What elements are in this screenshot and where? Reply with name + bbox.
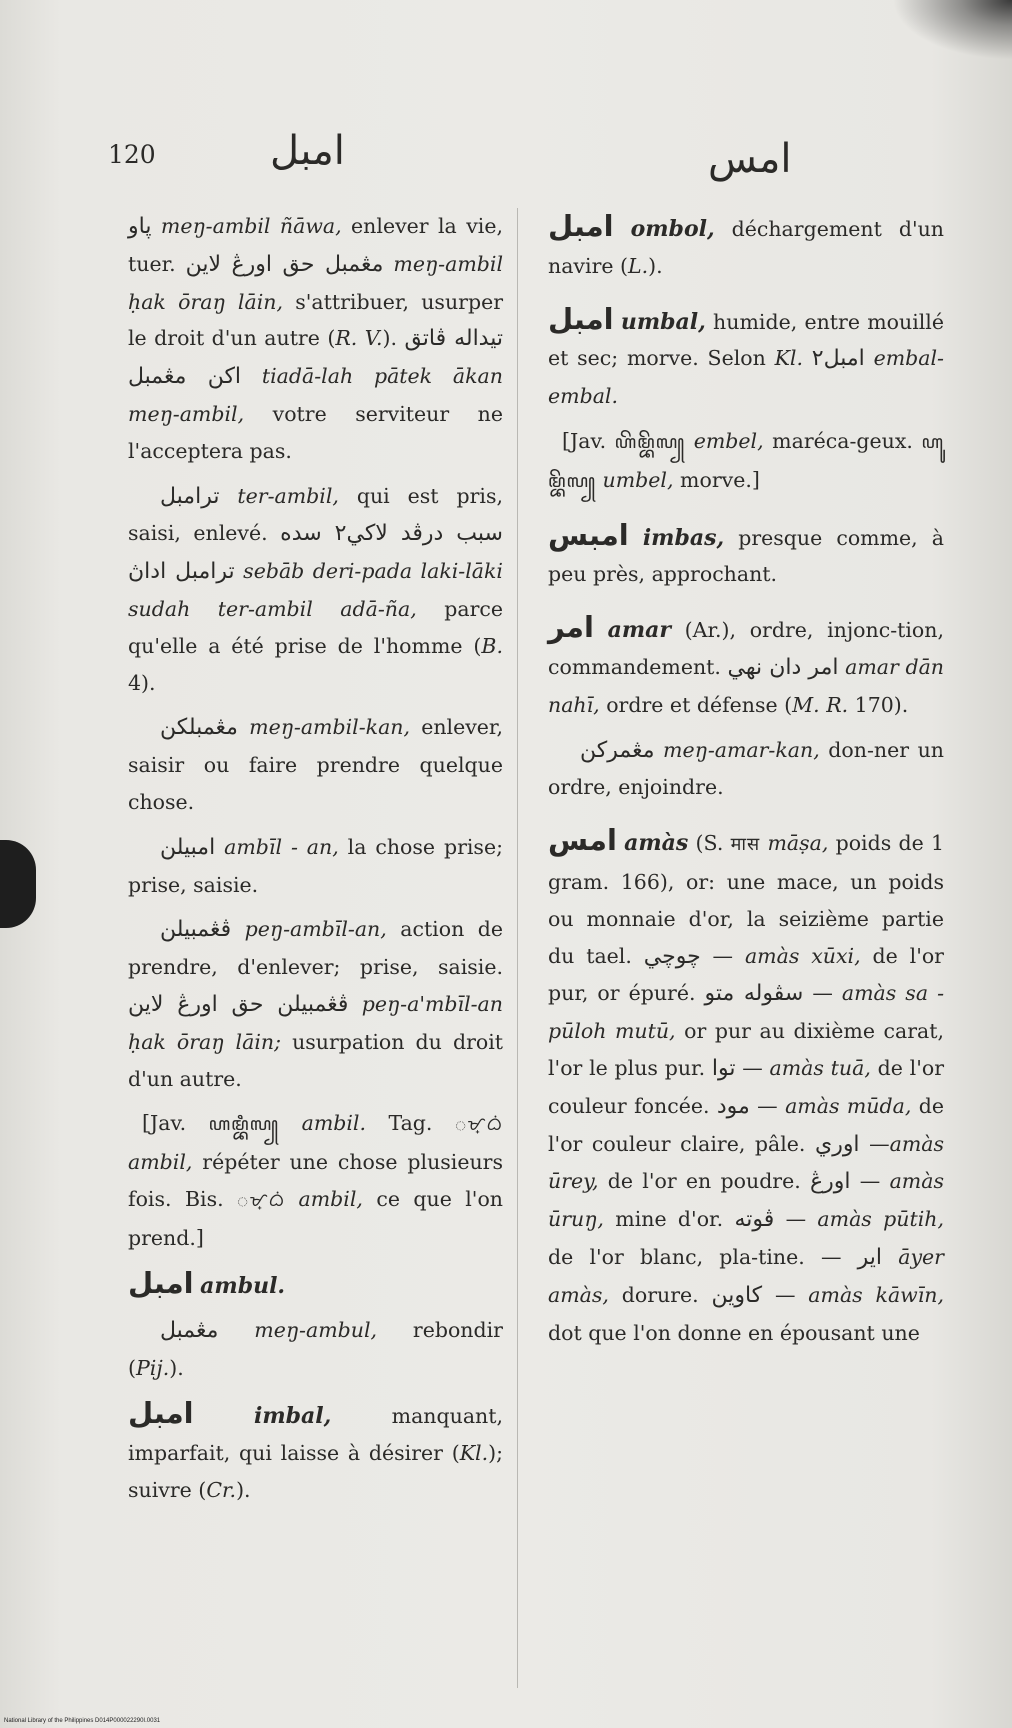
note-text: Tag. xyxy=(366,1111,455,1136)
headword-entry xyxy=(128,1395,503,1508)
citation: Cr. xyxy=(206,1477,237,1502)
headword-arabic: امبل xyxy=(548,301,614,336)
romanization: amar dān nahī, xyxy=(548,654,944,717)
citation: B. xyxy=(481,633,503,658)
definition: ); suivre ( xyxy=(128,1440,503,1502)
headword: imbal, xyxy=(253,1402,332,1429)
definition: la chose prise; prise, saisie. xyxy=(128,834,503,897)
inline-text: de l'or couleur claire, pâle. xyxy=(548,1093,944,1156)
entry-paragraph xyxy=(548,732,944,807)
romanization: peŋ-a'mbīl-an ḥak ōraŋ lāin; xyxy=(128,991,503,1054)
arabic-text: سڤوله متو xyxy=(704,981,804,1007)
definition: déchargement d'un navire ( xyxy=(548,217,944,278)
arabic-text: اورڠ xyxy=(810,1169,851,1195)
arabic-text: ڤڠمبيلن حق اورڠ لاين xyxy=(128,991,349,1017)
citation: Kl. xyxy=(774,346,803,371)
definition: (Ar.), ordre, injonc-tion, commandement. xyxy=(548,618,944,679)
headword: ambul. xyxy=(200,1272,286,1299)
headword-arabic: امبل xyxy=(128,1395,194,1430)
citation: Kl. xyxy=(459,1440,489,1465)
headword-arabic: امبل xyxy=(548,209,614,243)
inline-text: de l'or en poudre. xyxy=(598,1169,811,1194)
devanagari-script: मास xyxy=(730,834,761,856)
romanization: ambīl - an, xyxy=(224,834,339,859)
bisaya-script: ᜀᜋ᜔ᜊᜒ xyxy=(237,1189,286,1211)
arabic-text: مڠمبل xyxy=(160,1318,219,1344)
citation: L. xyxy=(628,253,649,278)
headword: amàs xyxy=(624,830,689,857)
arabic-text: چوچي xyxy=(643,943,701,969)
headword-arabic: امر xyxy=(548,610,594,645)
definition: ). xyxy=(169,1356,184,1381)
arabic-text: مڠمبلكن xyxy=(160,715,238,741)
definition: rebondir ( xyxy=(128,1318,503,1381)
headword-entry xyxy=(548,517,944,594)
definition: humide, entre mouillé et sec; morve. Selon xyxy=(548,309,944,371)
definition: s'attribuer, usurper le droit d'un autre ( xyxy=(128,289,504,351)
arabic-text: تيداله ڤاتق اكن مڠمبل xyxy=(128,326,503,390)
romanization: āyer amàs, xyxy=(548,1244,944,1307)
headword: amar xyxy=(607,617,671,644)
arabic-text: كاوين xyxy=(711,1282,763,1308)
entry-paragraph xyxy=(128,911,503,1097)
definition: enlever, saisir ou faire prendre quelque chose. xyxy=(128,715,503,814)
arabic-text: اير xyxy=(857,1244,883,1270)
binding-tab xyxy=(0,840,36,928)
note-text: [Jav. xyxy=(142,1111,209,1136)
definition: (S. xyxy=(688,831,731,856)
inline-text: dot que l'on donne en épousant une xyxy=(548,1320,920,1345)
inline-text: — xyxy=(762,1282,809,1307)
romanization: amàs mūda, xyxy=(785,1093,912,1118)
definition: manquant, imparfait, qui laisse à désirer ( xyxy=(128,1403,503,1465)
inline-text: — xyxy=(735,1055,770,1080)
definition: ordre et défense ( xyxy=(599,692,793,717)
definition: ). xyxy=(382,326,405,351)
headword-arabic: امبس xyxy=(548,517,629,552)
romanization: ambil. xyxy=(301,1111,367,1136)
left-column xyxy=(128,208,503,1508)
corner-shadow xyxy=(892,0,1012,60)
inline-text: — xyxy=(700,943,745,968)
javanese-script: ꦲꦸꦩ꧀ꦧꦼꦭ꧀ xyxy=(548,431,944,492)
right-column xyxy=(548,208,944,1351)
romanization: sebāb deri-pada laki-lāki sudah ter-ambil adā-ña, xyxy=(128,559,503,621)
romanization: amàs ūruŋ, xyxy=(548,1169,944,1232)
inline-text: de l'or couleur foncée. xyxy=(548,1055,944,1118)
definition: don-ner un ordre, enjoindre. xyxy=(548,737,944,800)
headword-arabic: امس xyxy=(548,823,617,858)
arabic-text: امر دان نهي xyxy=(727,654,839,680)
inline-text: dorure. xyxy=(608,1282,712,1307)
entry-paragraph xyxy=(128,1312,503,1387)
note-text: maréca-geux. xyxy=(763,428,922,453)
arabic-text: ترامبل xyxy=(160,483,220,509)
entry-paragraph xyxy=(128,208,503,470)
romanization: umbel, xyxy=(602,467,674,492)
definition: qui est pris, saisi, enlevé. xyxy=(128,483,503,546)
headword: umbal, xyxy=(620,308,706,335)
page-number: 120 xyxy=(108,140,156,169)
romanization: amàs tuā, xyxy=(769,1055,871,1080)
inline-text: — xyxy=(803,981,842,1006)
romanization: meŋ-ambul, xyxy=(254,1318,378,1343)
romanization: meŋ-amar-kan, xyxy=(663,737,820,762)
arabic-text: مود xyxy=(716,1093,750,1119)
entry-paragraph xyxy=(128,478,503,702)
arabic-text: توا xyxy=(711,1055,736,1081)
definition: usurpation du droit d'un autre. xyxy=(128,1029,504,1091)
column-divider xyxy=(517,208,518,1688)
definition: presque comme, à peu près, approchant. xyxy=(548,525,944,587)
arabic-text: سبب درڤد لاكي٢ سده ترامبل اداڽ xyxy=(128,521,503,585)
arabic-text: مڠمرکن xyxy=(580,737,655,763)
entry-paragraph xyxy=(128,709,503,820)
definition: ). xyxy=(648,253,663,278)
arabic-text: اوري xyxy=(814,1131,860,1157)
inline-text: — xyxy=(850,1169,890,1194)
running-head-left: امبل xyxy=(270,128,345,174)
romanization: amàs pūtih, xyxy=(817,1207,944,1232)
headword-entry xyxy=(548,609,944,723)
javanese-script: ꦲꦼꦩ꧀ꦧꦼꦭ꧀ xyxy=(614,431,686,453)
romanization: amàs xūxi, xyxy=(744,943,861,968)
romanization: māṣa, xyxy=(767,831,829,856)
inline-text: — xyxy=(859,1131,890,1156)
romanization: meŋ-ambil ñāwa, xyxy=(160,214,342,238)
arabic-text: امبيلن xyxy=(160,834,216,860)
note-text: répéter une chose plusieurs fois. Bis. xyxy=(128,1150,503,1211)
citation: R. V. xyxy=(335,326,383,351)
inline-text: — xyxy=(774,1207,818,1232)
etymology-note xyxy=(548,423,944,501)
romanization: amàs ūrey, xyxy=(548,1131,944,1194)
entry-paragraph xyxy=(128,829,503,904)
inline-text: mine d'or. xyxy=(603,1207,735,1232)
headword: ombol, xyxy=(630,216,715,242)
romanization: ambil, xyxy=(298,1186,363,1211)
note-text: morve.] xyxy=(673,467,760,492)
note-text: [Jav. xyxy=(562,428,615,453)
definition: ). xyxy=(236,1477,251,1502)
arabic-text: ڽاو xyxy=(128,214,152,239)
headword: imbas, xyxy=(642,524,725,551)
arabic-text: ڤوته xyxy=(734,1207,775,1233)
definition: parce qu'elle a été prise de l'homme ( xyxy=(128,596,504,658)
scan-footer: National Library of the Philippines D014P000022290I.0031 xyxy=(4,1718,161,1724)
definition: poids de 1 gram. 166), or: une mace, un poids ou monnaie d'or, la seizième partie du tael. xyxy=(548,831,944,968)
romanization: meŋ-ambil ḥak ōraŋ lāin, xyxy=(128,251,504,314)
headword-entry xyxy=(548,822,944,1351)
romanization: ambil, xyxy=(128,1150,193,1175)
note-text: ce que l'on prend.] xyxy=(128,1186,503,1250)
citation: Pij. xyxy=(136,1356,170,1381)
headword-entry xyxy=(548,301,944,415)
arabic-text: امبل٢ xyxy=(811,346,865,372)
romanization: peŋ-ambīl-an, xyxy=(244,917,387,942)
inline-text: de l'or pur, or épuré. xyxy=(548,943,944,1006)
inline-text: or pur au dixième carat, l'or le plus pur. xyxy=(548,1019,944,1080)
headword-entry xyxy=(548,208,944,285)
romanization: embel, xyxy=(693,428,764,453)
romanization: ter-ambil, xyxy=(237,483,339,508)
arabic-text: مڠمبل حق اورڠ لاين xyxy=(185,251,384,277)
tagalog-script: ᜀᜋ᜔ᜊᜒ xyxy=(454,1114,503,1136)
etymology-note xyxy=(128,1105,503,1256)
romanization: meŋ-ambil-kan, xyxy=(249,715,411,740)
romanization: tiadā-lah pātek ākan meŋ-ambil, xyxy=(128,364,503,426)
arabic-text: ڤڠمبيلن xyxy=(160,917,232,943)
headword-arabic: امبل xyxy=(128,1265,194,1300)
javanese-script: ꦲꦩ꧀ꦧꦶꦭ꧀ xyxy=(208,1114,280,1136)
definition: 170). xyxy=(848,692,909,717)
romanization: amàs sa - pūloh mutū, xyxy=(548,981,944,1044)
romanization: amàs kāwīn, xyxy=(808,1282,944,1307)
headword-entry xyxy=(128,1265,503,1305)
inline-text: — xyxy=(749,1093,786,1118)
definition: enlever la vie, tuer. xyxy=(128,214,503,276)
citation: M. R. xyxy=(792,692,849,717)
romanization: embal-embal. xyxy=(548,346,944,409)
inline-text: de l'or blanc, pla-tine. — xyxy=(548,1244,858,1269)
definition: action de prendre, d'enlever; prise, saisie. xyxy=(128,917,503,980)
definition: 4). xyxy=(128,670,156,695)
running-head-right: امس xyxy=(708,136,792,182)
definition: votre serviteur ne l'acceptera pas. xyxy=(128,401,503,463)
